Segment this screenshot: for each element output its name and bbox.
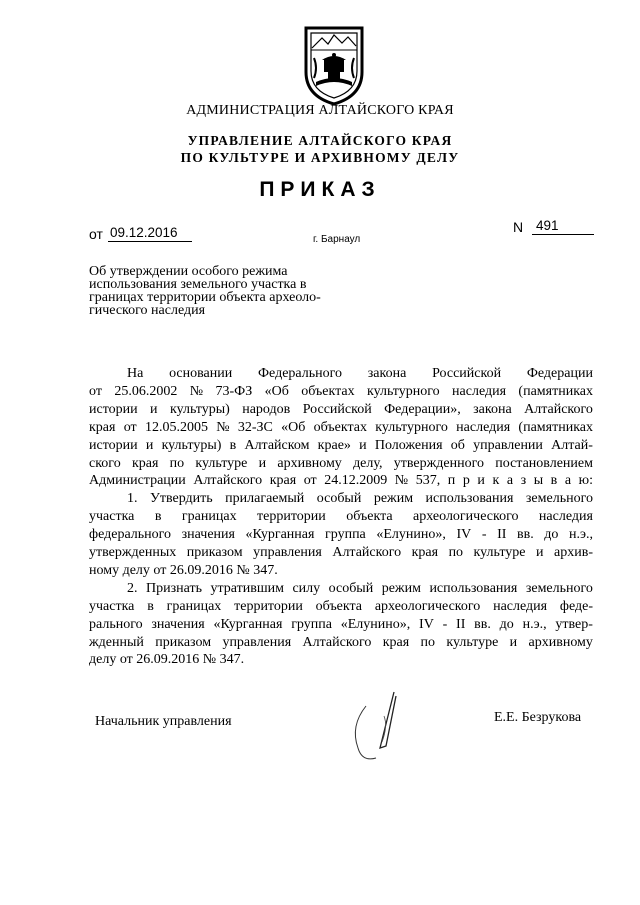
body-word: Федерального [258, 366, 343, 381]
body-word: Алтайском [244, 437, 310, 453]
body-word: края [411, 545, 439, 560]
body-word: «Курганная [245, 527, 315, 543]
body-word: Признать [145, 580, 202, 596]
coat-of-arms-emblem [300, 22, 368, 106]
subject-line: гического наследия [89, 303, 206, 318]
handwritten-signature [336, 686, 426, 768]
body-word: объекта [346, 509, 393, 525]
body-line [89, 473, 593, 489]
body-word: 12.05.2005 [144, 419, 208, 435]
body-line [89, 438, 593, 454]
body-word: использования [429, 580, 518, 596]
body-word: границах [166, 598, 222, 614]
body-word: Алтайского [193, 473, 263, 489]
body-word: территории [257, 509, 326, 525]
body-word: ы [533, 473, 544, 489]
body-line-text: делу от 26.09.2016 № 347. [89, 652, 245, 668]
body-word: культуры) [169, 401, 230, 417]
body-word: утвер- [555, 616, 593, 632]
body-word: 32-ЗС [237, 419, 273, 435]
body-word: - [442, 616, 448, 632]
body-line [127, 366, 593, 382]
body-word: и [536, 545, 544, 560]
body-word: истории [89, 437, 138, 453]
body-word: делу, [353, 455, 383, 471]
body-word: (памятниках [518, 383, 593, 399]
body-line [89, 563, 593, 579]
body-word: а [506, 473, 514, 489]
body-word: участка [89, 598, 135, 614]
body-word: наследия [493, 598, 548, 614]
body-word: архивному [277, 455, 342, 471]
document-number: 491 [532, 218, 594, 235]
body-word: закона [367, 366, 407, 381]
body-word: Алтайского [302, 634, 372, 650]
body-word: объектах [301, 383, 355, 399]
body-word: народов [242, 401, 291, 417]
body-word: Алтай- [551, 437, 593, 453]
body-word: Алтайского [524, 401, 593, 417]
body-word: Положения [374, 437, 443, 453]
body-word: 25.06.2002 [114, 383, 178, 399]
body-word: культуре [473, 545, 526, 560]
body-line [89, 384, 593, 400]
body-word: от [303, 473, 317, 489]
body-word: управления [253, 545, 322, 560]
body-word: приказом [155, 634, 212, 650]
body-word: культуре [195, 455, 248, 471]
body-word: II [497, 527, 507, 543]
body-line-text: ному делу от 26.09.2016 № 347. [89, 562, 278, 578]
body-word: режим [381, 580, 421, 596]
subject-line: Об утверждении особого режима [89, 264, 288, 279]
document-city: г. Барнаул [313, 234, 361, 245]
body-word: постановлением [495, 455, 593, 471]
body-word: феде- [559, 598, 593, 614]
body-word: границах [181, 509, 237, 525]
body-word: Администрации [89, 473, 186, 489]
body-word: 24.12.2009 [324, 473, 388, 489]
body-word: и [359, 437, 367, 453]
body-word: особый [328, 580, 374, 596]
body-word: и [145, 437, 154, 453]
body-word: Утвердить [149, 491, 213, 507]
body-word: 73-ФЗ [215, 383, 253, 399]
body-word: края [131, 455, 159, 471]
document-type-title: ПРИКАЗ [259, 178, 381, 201]
date-prefix: от [89, 226, 103, 242]
body-line [89, 509, 593, 525]
body-word: группа [291, 616, 332, 632]
body-word: в [154, 509, 162, 525]
body-word: земельного [525, 580, 593, 596]
body-word: вв. [474, 616, 491, 632]
body-word: культурного [366, 383, 440, 399]
body-line [89, 456, 593, 472]
body-word: края [269, 473, 297, 489]
body-word: № [216, 419, 230, 435]
body-word: археологического [413, 509, 519, 525]
body-word: до [544, 527, 559, 543]
body-word: в [550, 473, 558, 489]
body-word: «Об [281, 419, 306, 435]
body-word: Российской [302, 401, 372, 417]
body-word: а [564, 473, 572, 489]
subject-line: границах территории объекта археоло- [89, 290, 321, 305]
body-line [89, 617, 593, 633]
body-word: об [450, 437, 465, 453]
body-word: и [150, 401, 158, 417]
body-word: - [481, 527, 487, 543]
body-word: н.э., [568, 527, 593, 543]
body-word: к [492, 473, 500, 489]
body-word: наследия [452, 383, 507, 399]
body-word: н.э., [522, 616, 547, 632]
body-word: архивному [528, 634, 593, 650]
body-word: и [258, 455, 267, 471]
body-word: прилагаемый [225, 491, 305, 507]
body-word: ю: [578, 473, 593, 489]
body-word: объектах [313, 419, 367, 435]
body-word: утвержденных [89, 545, 177, 560]
body-word: вв. [516, 527, 534, 543]
body-line [127, 581, 593, 597]
body-word: жденный [89, 634, 144, 650]
body-word: «Елунино», [340, 616, 411, 632]
body-word: з [520, 473, 527, 489]
body-word: архив- [554, 545, 593, 560]
body-word: IV [419, 616, 434, 632]
body-word: культуры) [161, 437, 222, 453]
body-word: утратившим [210, 580, 284, 596]
body-word: края [382, 634, 410, 650]
body-word: основании [169, 366, 233, 381]
body-line [89, 635, 593, 651]
body-word: IV [456, 527, 472, 543]
body-line [89, 545, 593, 561]
body-word: значения [181, 527, 235, 543]
body-word: в [147, 598, 154, 614]
document-subject [89, 265, 337, 317]
signer-name: Е.Е. Безрукова [494, 710, 582, 725]
number-prefix: N [513, 219, 524, 235]
body-word: II [456, 616, 466, 632]
body-word: силу [292, 580, 321, 596]
body-word: использования [425, 491, 514, 507]
body-word: культуре [446, 634, 499, 650]
body-word: Российской [432, 366, 502, 381]
subject-line: использования земельного участка в [89, 277, 307, 292]
body-word: особый [316, 491, 362, 507]
body-word: 2. [127, 580, 138, 596]
body-word: управлении [473, 437, 543, 453]
body-word: рального [89, 616, 143, 632]
body-line [89, 599, 593, 615]
document-date: 09.12.2016 [108, 225, 192, 242]
body-word: крае» [317, 437, 351, 453]
body-word: закона [473, 401, 512, 417]
body-line [89, 527, 593, 543]
body-word: в [229, 437, 237, 453]
signer-position: Начальник управления [95, 714, 232, 729]
body-word: археологического [374, 598, 481, 614]
body-line [89, 652, 593, 668]
body-word: группа [325, 527, 366, 543]
body-word: На [127, 366, 144, 381]
body-word: истории [89, 401, 138, 417]
body-word: режим [373, 491, 414, 507]
body-word: земельного [525, 491, 593, 507]
body-word: приказом [186, 545, 243, 560]
body-word: управления [222, 634, 292, 650]
body-word: Федерации [526, 366, 593, 381]
body-word: по [420, 634, 435, 650]
body-line [89, 420, 593, 436]
body-word: от [89, 383, 102, 399]
body-word: и [509, 634, 518, 650]
body-word: территории [234, 598, 303, 614]
body-word: № [189, 383, 204, 399]
department-name-line-1: УПРАВЛЕНИЕ АЛТАЙСКОГО КРАЯ [187, 133, 453, 148]
body-word: участка [89, 509, 135, 525]
body-word: «Об [264, 383, 289, 399]
body-word: п [447, 473, 456, 489]
body-word: и [477, 473, 485, 489]
body-word: по [448, 545, 464, 560]
body-word: от [123, 419, 137, 435]
body-word: края [89, 419, 116, 435]
administration-name: АДМИНИСТРАЦИЯ АЛТАЙСКОГО КРАЯ [186, 103, 454, 118]
body-word: ского [89, 455, 121, 471]
body-word: культурного [375, 419, 448, 435]
body-word: по [169, 455, 185, 471]
department-name-line-2: ПО КУЛЬТУРЕ И АРХИВНОМУ ДЕЛУ [180, 150, 460, 165]
body-line [89, 402, 593, 418]
body-word: 537, [415, 473, 441, 489]
body-word: (памятниках [518, 419, 593, 435]
body-word: утвержденного [393, 455, 484, 471]
body-word: р [462, 473, 470, 489]
body-word: объекта [315, 598, 363, 614]
body-word: 1. [127, 491, 138, 507]
body-word: до [499, 616, 514, 632]
body-word: значения [151, 616, 205, 632]
body-word: № [394, 473, 409, 489]
body-word: Федерации», [384, 401, 461, 417]
body-word: наследия [456, 419, 511, 435]
body-word: Алтайского [332, 545, 402, 560]
body-word: «Курганная [213, 616, 283, 632]
body-word: «Елунино», [376, 527, 446, 543]
body-line [127, 491, 593, 507]
body-word: федерального [89, 527, 172, 543]
body-word: наследия [538, 509, 593, 525]
